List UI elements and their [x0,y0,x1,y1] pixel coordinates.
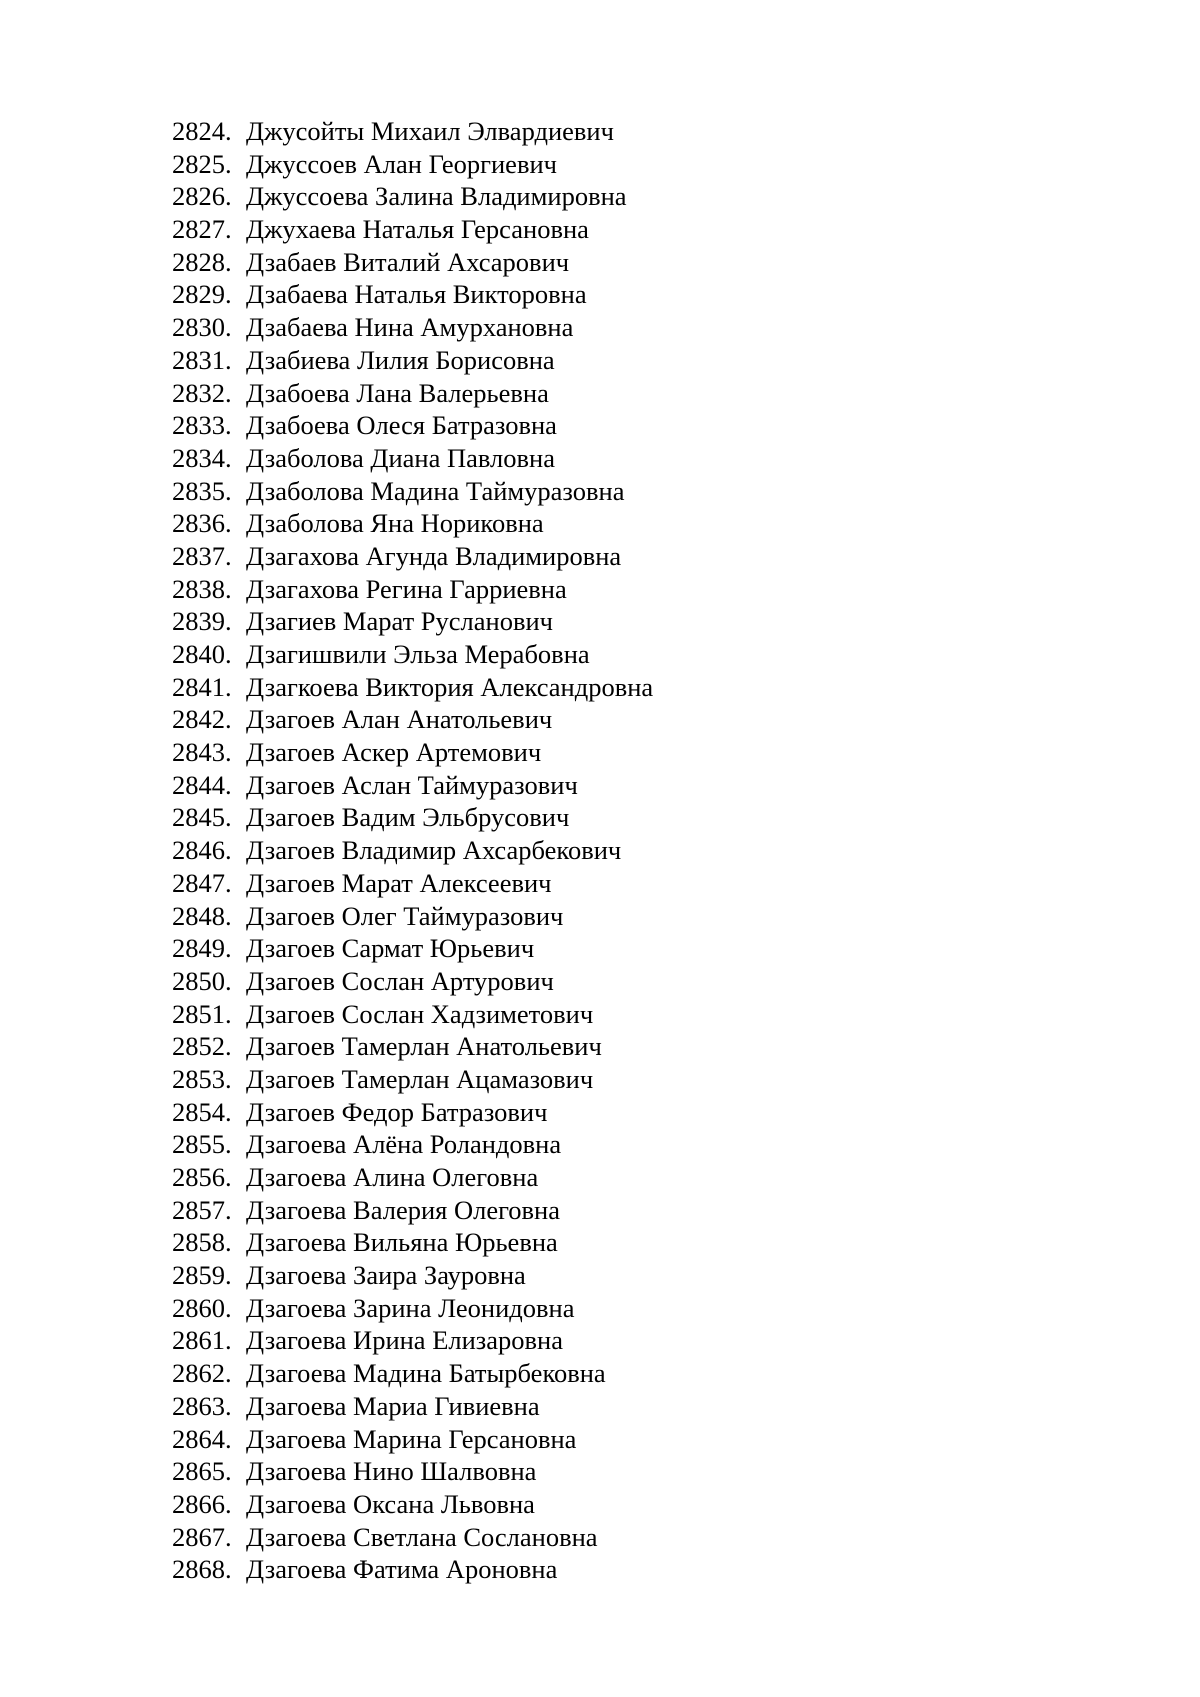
list-item-number: 2865. [172,1456,232,1487]
list-item-name: Дзагиев Марат Русланович [246,606,553,637]
list-item-name: Дзагахова Агунда Владимировна [246,540,622,571]
list-item [172,834,653,867]
list-item-number: 2837. [172,540,232,571]
list-item-number: 2856. [172,1162,232,1192]
list-item-name: Дзабиева Лилия Борисовна [246,344,555,375]
list-item [172,507,653,540]
list-item [172,605,653,638]
list-item-name: Дзагоев Владимир Ахсарбекович [246,835,622,866]
list-item [172,1423,653,1456]
list-item-number: 2853. [172,1063,232,1094]
list-item-name: Дзагоев Сослан Хадзиметович [246,998,594,1029]
list-item [172,311,653,344]
list-item-number: 2849. [172,933,232,964]
list-item [172,1324,653,1357]
list-item-number: 2861. [172,1325,232,1356]
list-item [172,344,653,377]
list-item-number: 2826. [172,181,232,212]
list-item [172,573,653,606]
list-item-number: 2832. [172,377,232,408]
list-item-name: Дзабаева Наталья Викторовна [246,279,587,310]
list-item [172,1226,653,1259]
list-item [172,377,653,410]
list-item-name: Дзагоева Ирина Елизаровна [246,1325,563,1356]
list-item-number: 2851. [172,998,232,1029]
list-item-name: Джуссоев Алан Георгиевич [246,148,557,179]
list-item [172,1259,653,1292]
list-item-number: 2842. [172,704,232,735]
list-item [172,148,653,181]
list-item [172,769,653,802]
list-item-number: 2847. [172,867,232,898]
list-item-number: 2839. [172,606,232,637]
list-item [172,998,653,1031]
list-item [172,638,653,671]
list-item [172,703,653,736]
list-item [172,965,653,998]
list-item-name: Дзаболова Диана Павловна [246,442,555,473]
list-item-number: 2824. [172,116,232,146]
list-item [172,278,653,311]
list-item-name: Дзагкоева Виктория Александровна [246,671,654,702]
list-item-number: 2857. [172,1194,232,1225]
list-item-name: Дзагоева Фатима Ароновна [246,1554,558,1585]
list-item-name: Джусойты Михаил Элвардиевич [246,116,614,146]
list-item-number: 2854. [172,1096,232,1127]
list-item [172,115,653,148]
list-item-number: 2863. [172,1390,232,1421]
list-item-name: Дзагоева Мариа Гивиевна [246,1390,540,1421]
list-item [172,1161,653,1194]
list-item-name: Дзагоева Зарина Леонидовна [246,1292,575,1323]
list-item-name: Дзагоев Аслан Таймуразович [246,769,578,800]
list-item-number: 2834. [172,442,232,473]
list-item-name: Дзагоева Оксана Львовна [246,1488,535,1519]
list-item-number: 2828. [172,246,232,277]
list-item-name: Дзагоев Вадим Эльбрусович [246,802,570,833]
list-item-number: 2846. [172,835,232,866]
list-item-number: 2864. [172,1423,232,1454]
list-item [172,1488,653,1521]
list-item [172,1128,653,1161]
list-item-name: Дзабоева Лана Валерьевна [246,377,549,408]
list-item-number: 2825. [172,148,232,179]
list-item-name: Дзагоев Сармат Юрьевич [246,933,535,964]
list-item [172,932,653,965]
list-item-number: 2844. [172,769,232,800]
list-item-number: 2840. [172,639,232,669]
list-item [172,1063,653,1096]
list-item-number: 2841. [172,671,232,702]
list-item-name: Дзагоева Нино Шалвовна [246,1456,537,1487]
list-item-name: Дзагоева Мадина Батырбековна [246,1358,606,1389]
list-item-name: Дзабаев Виталий Ахсарович [246,246,570,277]
list-item [172,1553,653,1586]
list-item-name: Дзаболова Мадина Таймуразовна [246,475,625,506]
list-item-number: 2835. [172,475,232,506]
list-item-name: Дзагоева Алина Олеговна [246,1162,539,1192]
list-item-number: 2838. [172,573,232,604]
list-item [172,1292,653,1325]
list-item [172,1030,653,1063]
list-item-number: 2855. [172,1129,232,1160]
list-item-number: 2852. [172,1031,232,1062]
list-item-number: 2829. [172,279,232,310]
list-item [172,1357,653,1390]
list-item-number: 2845. [172,802,232,833]
list-item-name: Дзагоев Федор Батразович [246,1096,548,1127]
list-item-name: Дзагоев Алан Анатольевич [246,704,553,735]
list-item-number: 2843. [172,737,232,768]
list-item-number: 2868. [172,1554,232,1585]
list-item-name: Дзагоев Олег Таймуразович [246,900,564,931]
list-item-name: Дзагоева Вильяна Юрьевна [246,1227,558,1258]
list-item [172,736,653,769]
list-item [172,540,653,573]
list-item-number: 2831. [172,344,232,375]
list-item-name: Дзагоева Заира Зауровна [246,1260,526,1291]
list-item-name: Дзагоева Алёна Роландовна [246,1129,562,1160]
list-item [172,246,653,279]
list-item-name: Дзагоева Светлана Сослановна [246,1521,598,1552]
list-item [172,867,653,900]
list-item [172,180,653,213]
list-item [172,1096,653,1129]
list-item [172,213,653,246]
list-item-number: 2850. [172,965,232,996]
list-item-name: Дзагоева Валерия Олеговна [246,1194,561,1225]
list-item [172,1194,653,1227]
list-item-number: 2859. [172,1260,232,1291]
list-item [172,442,653,475]
list-item [172,900,653,933]
list-item-number: 2827. [172,214,232,245]
list-item-name: Дзагишвили Эльза Мерабовна [246,639,590,669]
list-item-number: 2848. [172,900,232,931]
list-item [172,801,653,834]
list-item-name: Джуссоева Залина Владимировна [246,181,627,212]
list-item-number: 2833. [172,410,232,441]
list-item-name: Дзагоева Марина Герсановна [246,1423,577,1454]
list-item [172,1455,653,1488]
list-item-name: Дзагоев Тамерлан Анатольевич [246,1031,602,1062]
list-item-number: 2858. [172,1227,232,1258]
list-item-name: Дзагоев Тамерлан Ацамазович [246,1063,594,1094]
name-list [172,115,653,1586]
list-item-name: Дзабоева Олеся Батразовна [246,410,557,441]
list-item-number: 2866. [172,1488,232,1519]
list-item [172,409,653,442]
list-item-name: Дзабаева Нина Амурхановна [246,312,574,343]
list-item [172,1390,653,1423]
list-item-name: Дзагоев Аскер Артемович [246,737,542,768]
list-item-number: 2862. [172,1358,232,1389]
list-item-name: Джухаева Наталья Герсановна [246,214,589,245]
list-item-name: Дзагоев Марат Алексеевич [246,867,552,898]
list-item-number: 2867. [172,1521,232,1552]
list-item-number: 2860. [172,1292,232,1323]
list-item-number: 2830. [172,312,232,343]
list-item-name: Дзагоев Сослан Артурович [246,965,554,996]
list-item-name: Дзагахова Регина Гарриевна [246,573,567,604]
list-item [172,1521,653,1554]
list-item [172,475,653,508]
list-item [172,671,653,704]
list-item-number: 2836. [172,508,232,539]
list-item-name: Дзаболова Яна Нориковна [246,508,544,539]
